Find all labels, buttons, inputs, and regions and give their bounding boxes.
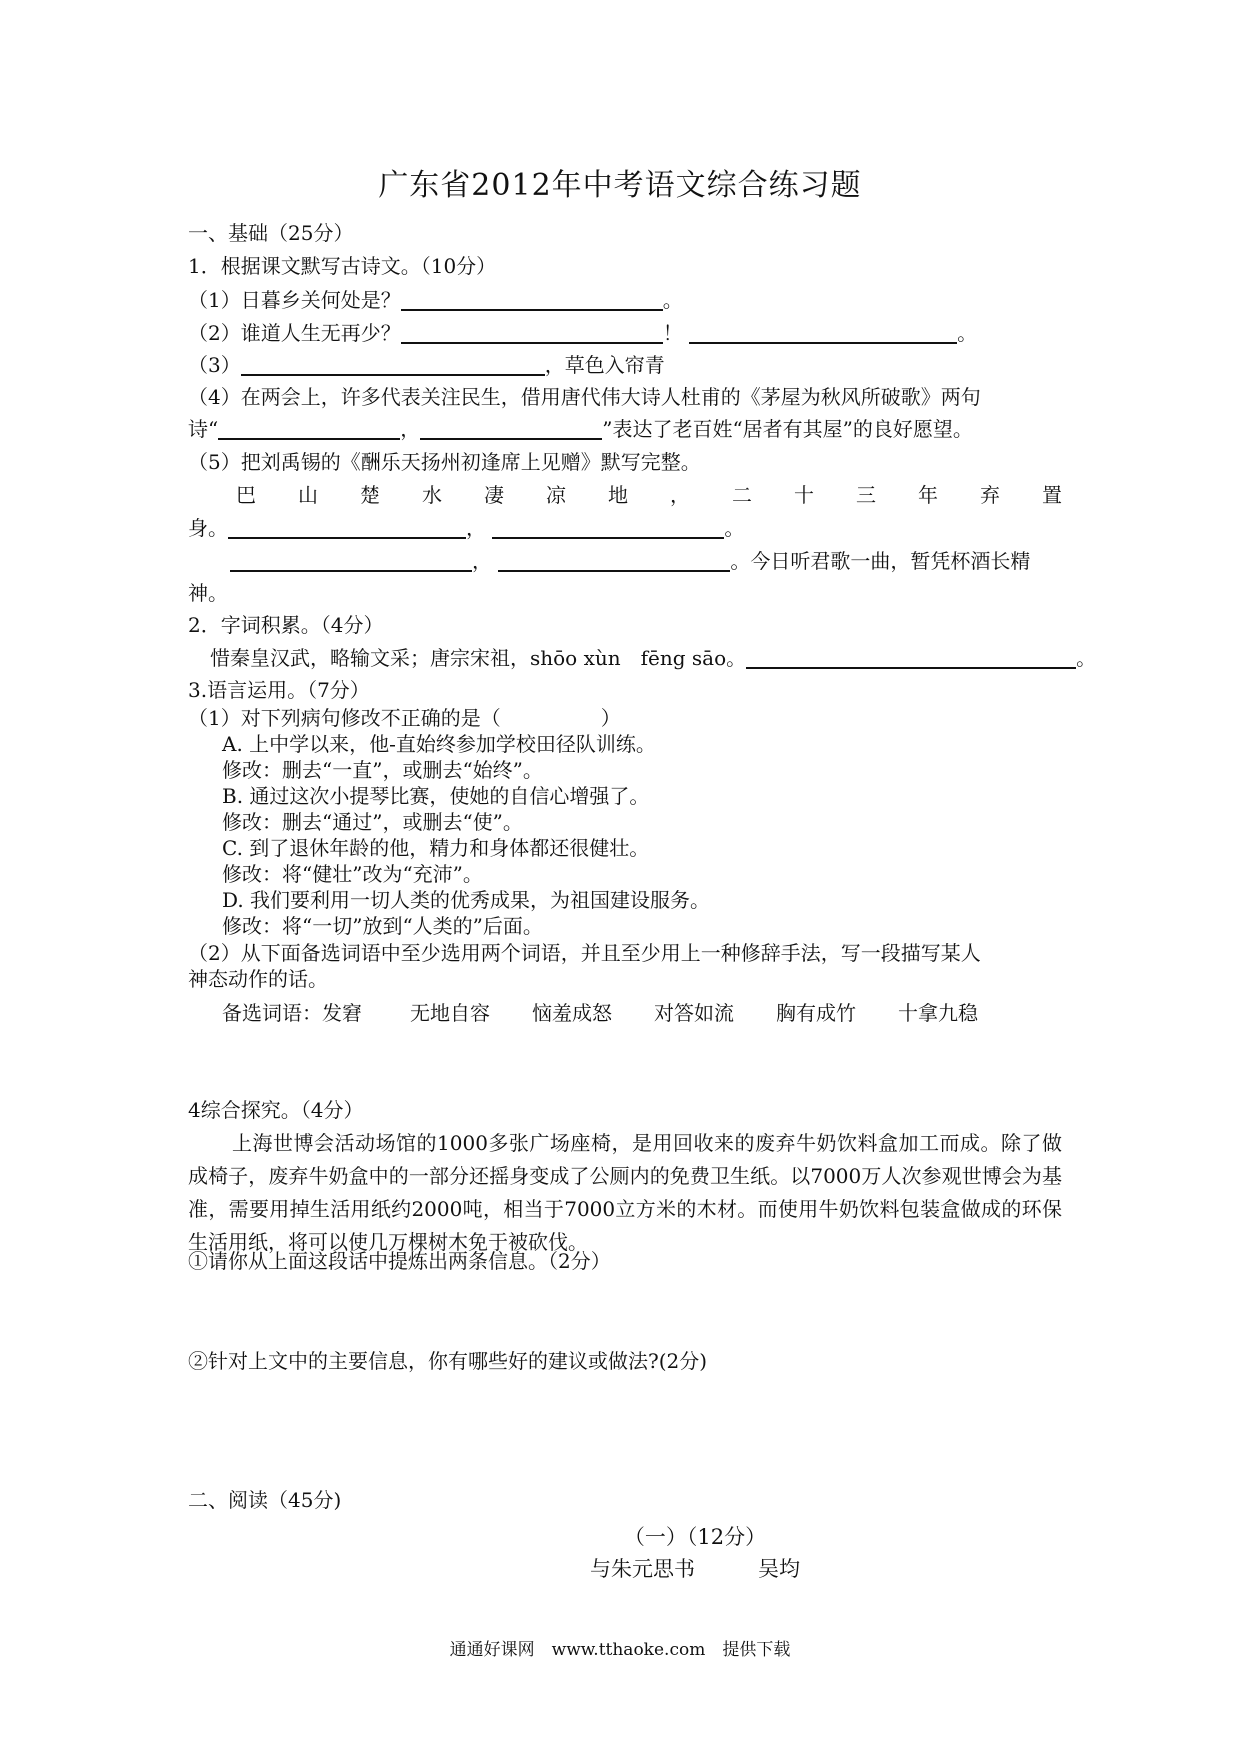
vocab-word: 对答如流	[654, 1001, 734, 1025]
q1-item4-line2: 诗“ ， ”表达了老百姓“居者有其屋”的良好愿望。	[188, 417, 973, 441]
answer-blank[interactable]	[498, 550, 730, 572]
answer-blank[interactable]	[689, 322, 957, 344]
answer-blank[interactable]	[492, 517, 724, 539]
q3-fix-d: 修改：将“一切”放到“人类的”后面。	[222, 914, 543, 938]
answer-blank[interactable]	[230, 550, 472, 572]
answer-blank[interactable]	[746, 647, 1076, 669]
q1-item2: （2）谁道人生无再少？ ！ 。	[188, 321, 978, 345]
q3-heading: 3.语言运用。（7分）	[188, 678, 370, 702]
q3-fix-b: 修改：删去“通过”，或删去“使”。	[222, 810, 523, 834]
q2-heading: 2．字词积累。（4分）	[188, 613, 384, 637]
footer-source: 通通好课网 www.tthaoke.com 提供下载	[449, 1640, 791, 1660]
q2-text: 惜秦皇汉武，略输文采；唐宗宋祖，shōo xùn fēng sāo。 。	[210, 646, 1097, 670]
q3-vocab-line	[222, 1000, 978, 1026]
q3-option-c: C. 到了退休年龄的他，精力和身体都还很健壮。	[222, 836, 650, 860]
q3-option-d: D. 我们要利用一切人类的优秀成果，为祖国建设服务。	[222, 888, 711, 912]
q1-item4-line1: （4）在两会上，许多代表关注民生，借用唐代伟大诗人杜甫的《茅屋为秋风所破歌》两句	[188, 385, 981, 409]
q3-sub2-line1: （2）从下面备选词语中至少选用两个词语，并且至少用上一种修辞手法，写一段描写某人	[188, 941, 981, 965]
q3-sub1: （1）对下列病句修改不正确的是（ ）	[188, 706, 621, 730]
vocab-word: 胸有成竹	[776, 1001, 856, 1025]
vocab-word: 发窘	[322, 1001, 362, 1025]
vocab-label: 备选词语：	[222, 1001, 322, 1025]
vocab-word: 恼羞成怒	[532, 1001, 612, 1025]
q4-sub2: ②针对上文中的主要信息，你有哪些好的建议或做法?(2分)	[188, 1349, 708, 1373]
q4-sub1: ①请你从上面这段话中提炼出两条信息。（2分）	[188, 1249, 611, 1273]
page-title: 广东省2012年中考语文综合练习题	[378, 168, 862, 203]
q1-item5-line3: ， 。今日听君歌一曲，暂凭杯酒长精	[230, 548, 1030, 574]
vocab-word: 无地自容	[410, 1001, 490, 1025]
q1-item5-verse-line: 巴 山 楚 水 凄 凉 地 ， 二 十 三 年 弃 置	[236, 483, 1062, 507]
q3-sub2-line2: 神态动作的话。	[188, 967, 328, 991]
answer-blank[interactable]	[420, 418, 602, 440]
q1-heading: 1．根据课文默写古诗文。（10分）	[188, 254, 497, 278]
answer-blank[interactable]	[401, 322, 663, 344]
q1-item3: （3） ，草色入帘青	[188, 353, 665, 377]
answer-blank[interactable]	[228, 517, 466, 539]
q1-item5-line4: 神。	[188, 581, 228, 605]
q3-fix-a: 修改：删去“一直”，或删去“始终”。	[222, 758, 543, 782]
q4-heading: 4综合探究。（4分）	[188, 1098, 364, 1122]
q3-option-b: B. 通过这次小提琴比赛，使她的自信心增强了。	[222, 784, 650, 808]
q3-option-a: A. 上中学以来，他-直始终参加学校田径队训练。	[222, 732, 656, 756]
vocab-word: 十拿九稳	[898, 1001, 978, 1025]
q1-item1: （1）日暮乡关何处是？ 。	[188, 288, 683, 312]
q1-item5-heading: （5）把刘禹锡的《酬乐天扬州初逢席上见赠》默写完整。	[188, 450, 701, 474]
q4-passage: 上海世博会活动场馆的1000多张广场座椅，是用回收来的废弃牛奶饮料盒加工而成。除了做成椅子，废弃牛奶盒中的一部分还摇身变成了公厕内的免费卫生纸。以7000万人次参观世博会为基准，需要用掉生活用纸约2000吨，相当于7000立方米的木材。而使用牛奶饮料包装盒做成的环保生活用纸，将可以使几万棵树木免于被砍伐。	[188, 1131, 1062, 1254]
answer-blank[interactable]	[241, 354, 545, 376]
reading-part-heading: （一）（12分）	[623, 1525, 767, 1549]
q3-fix-c: 修改：将“健壮”改为“充沛”。	[222, 862, 483, 886]
section1-heading: 一、基础（25分）	[188, 221, 354, 245]
reading-text-title: 与朱元思书 吴均	[590, 1557, 800, 1581]
section2-heading: 二、阅读（45分)	[188, 1488, 342, 1512]
answer-blank[interactable]	[218, 418, 400, 440]
answer-blank[interactable]	[401, 289, 663, 311]
q1-item5-line2: 身。 ， 。	[188, 516, 745, 540]
